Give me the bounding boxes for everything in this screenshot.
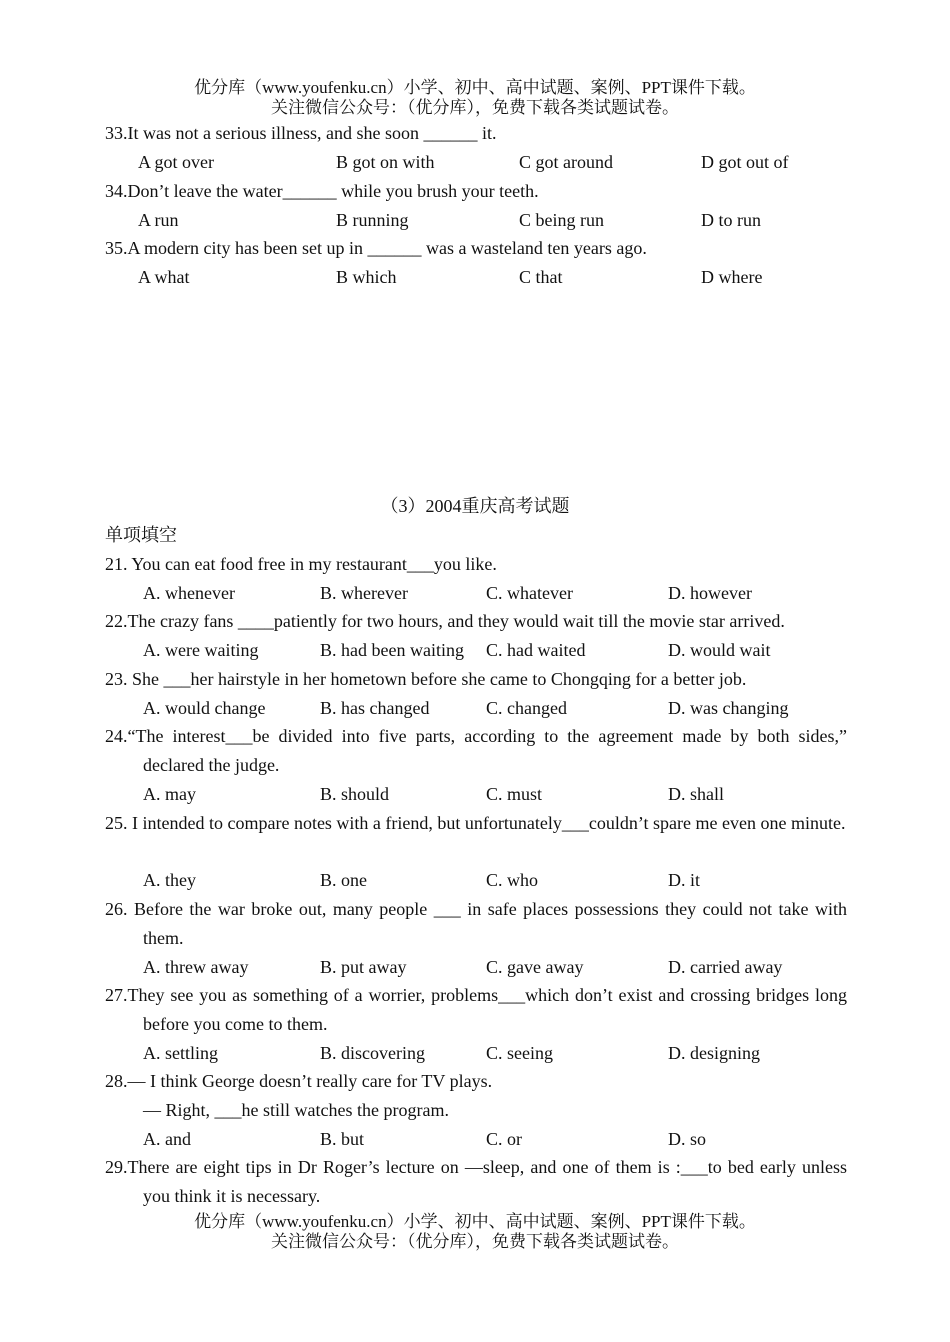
option-a: A. would change — [143, 698, 266, 718]
question-34-stem: 34.Don’t leave the water______ while you brush your teeth. — [105, 181, 539, 201]
option-d: D. was changing — [668, 698, 789, 718]
option-d: D. shall — [668, 784, 724, 804]
option-d: D. designing — [668, 1043, 760, 1063]
question-23-stem: 23. She ___her hairstyle in her hometown before she came to Chongqing for a better job. — [105, 669, 747, 689]
option-a: A. and — [143, 1129, 191, 1149]
footer-line-2: 关注微信公众号：（优分库），免费下载各类试题试卷。 — [271, 1232, 679, 1251]
option-a: A. threw away — [143, 957, 249, 977]
option-b: B. one — [320, 870, 367, 890]
option-b: B. had been waiting — [320, 640, 464, 660]
option-c: C. must — [486, 784, 543, 804]
option-d: D to run — [701, 210, 761, 230]
option-a: A. whenever — [143, 583, 235, 603]
option-a: A run — [138, 210, 179, 230]
option-b: B. put away — [320, 957, 407, 977]
option-b: B. should — [320, 784, 390, 804]
option-d: D where — [701, 267, 763, 287]
option-a: A. were waiting — [143, 640, 259, 660]
question-22-stem: 22.The crazy fans ____patiently for two hours, and they would wait till the movie star arrived. — [105, 611, 785, 631]
question-24-stem: 24.“The interest___be divided into five parts, according to the agreement made by both sides,” declared the judge. — [105, 726, 847, 775]
option-c: C. seeing — [486, 1043, 553, 1063]
footer-line-1: 优分库（www.youfenku.cn）小学、初中、高中试题、案例、PPT课件下载。 — [194, 1212, 756, 1231]
question-26-stem: 26. Before the war broke out, many people ___ in safe places possessions they could not take with them. — [105, 899, 847, 948]
option-c: C. gave away — [486, 957, 584, 977]
question-27-stem: 27.They see you as something of a worrier, problems___which don’t exist and crossing bridges long before you come to them. — [105, 985, 847, 1034]
option-b: B got on with — [336, 152, 435, 172]
option-c: C. changed — [486, 698, 567, 718]
option-d: D. carried away — [668, 957, 783, 977]
option-d: D got out of — [701, 152, 789, 172]
section-title: （3）2004重庆高考试题 — [380, 496, 570, 516]
option-c: C. whatever — [486, 583, 573, 603]
question-21-stem: 21. You can eat food free in my restaurant___you like. — [105, 554, 497, 574]
option-b: B. but — [320, 1129, 365, 1149]
question-25-stem: 25. I intended to compare notes with a friend, but unfortunately___couldn’t spare me even one minute. — [105, 813, 846, 833]
option-a: A. may — [143, 784, 196, 804]
option-c: C. or — [486, 1129, 522, 1149]
option-b: B running — [336, 210, 409, 230]
option-c: C. had waited — [486, 640, 586, 660]
header-line-2: 关注微信公众号：（优分库），免费下载各类试题试卷。 — [271, 98, 679, 117]
option-a: A. settling — [143, 1043, 218, 1063]
section-label: 单项填空 — [105, 525, 177, 545]
option-c: C that — [519, 267, 563, 287]
option-a: A what — [138, 267, 190, 287]
option-c: C being run — [519, 210, 604, 230]
option-b: B. wherever — [320, 583, 408, 603]
option-b: B. has changed — [320, 698, 430, 718]
option-c: C. who — [486, 870, 539, 890]
option-c: C got around — [519, 152, 613, 172]
option-d: D. would wait — [668, 640, 771, 660]
question-28-stem: 28.— I think George doesn’t really care for TV plays. — [105, 1071, 493, 1091]
question-33-stem: 33.It was not a serious illness, and she soon ______ it. — [105, 123, 497, 143]
option-a: A got over — [138, 152, 214, 172]
option-d: D. however — [668, 583, 752, 603]
header-line-1: 优分库（www.youfenku.cn）小学、初中、高中试题、案例、PPT课件下载。 — [194, 78, 756, 97]
question-29-stem: 29.There are eight tips in Dr Roger’s lecture on —sleep, and one of them is :___to bed early unless you think it is necessary. — [105, 1157, 847, 1206]
question-35-stem: 35.A modern city has been set up in ______ was a wasteland ten years ago. — [105, 238, 647, 258]
option-a: A. they — [143, 870, 196, 890]
question-28-reply: — Right, ___he still watches the program. — [143, 1100, 449, 1120]
option-b: B which — [336, 267, 397, 287]
option-d: D. so — [668, 1129, 707, 1149]
option-d: D. it — [668, 870, 701, 890]
option-b: B. discovering — [320, 1043, 425, 1063]
